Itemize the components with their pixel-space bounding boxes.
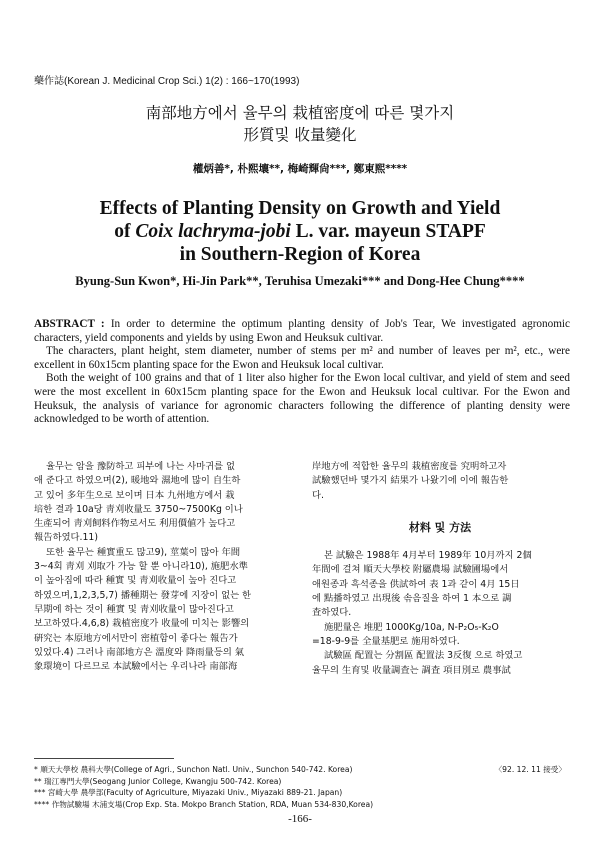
body-line: 報告하였다.11) [34,532,98,544]
body-line: 施肥量은 堆肥 1000Kg/10a, N-P₂O₅-K₂O [324,621,499,633]
abstract-label: ABSTRACT : [34,318,105,330]
body-line: 하였으며,1,2,3,5,7) 播種期는 發芽에 지장이 없는 한 [34,589,252,601]
abstract [34,318,570,427]
body-line: 다. [312,489,324,501]
body-line: 본 試驗은 1988年 4月부터 1989年 10月까지 2個 [324,550,532,562]
body-line: 애 준다고 하였으며(2), 暖地와 濕地에 많이 自生하 [34,475,241,487]
body-line: 율무는 암을 豫防하고 피부에 나는 사마귀를 없 [46,461,235,472]
body-line: 培한 결과 10a당 靑刈收量도 3750~7500Kg 이나 [34,503,243,515]
body-left-column [34,460,290,674]
abstract-paragraph-1: In order to determine the optimum planting density of Job's Tear, We investigated agronomic characters, yield components and yields by using Ewon and Heuksuk cultivar. [34,318,570,344]
footnote: **** 作物試驗場 木浦支場(Crop Exp. Sta. Mokpo Branch Station, RDA, Muan 534-830,Korea) [34,799,374,809]
body-right-column [312,460,568,678]
korean-title-line-2: 形質및 收量變化 [243,126,357,144]
abstract-paragraph-2: The characters, plant height, stem diameter, number of stems per m² and number of leaves per m², etc., were excellent in 60x15cm planting space for the Ewon and Heuksuk local cultivar. [34,345,570,371]
body-line: 試驗했던바 몇가지 結果가 나왔기에 이에 報告한 [312,475,509,487]
body-line: =18-9-9를 全量基肥로 施用하였다. [312,635,460,647]
affiliation-footnotes [34,764,570,810]
footnote: * 順天大學校 農科大學(College of Agri., Sunchon Natl. Univ., Sunchon 540-742. Korea) [34,765,353,774]
body-line: 早期에 하는 것이 種實 및 靑刈收量이 많아진다고 [34,603,234,615]
body-line: 岸地方에 적합한 율무의 栽植密度를 究明하고자 [312,461,507,472]
body-line: 율무의 生育및 收量調査는 調査 項目別로 農事試 [312,664,511,676]
footnote-divider [34,758,174,759]
body-line: 이 높아짐에 따라 種實 및 靑刈收量이 높아 진다고 [34,575,237,587]
page-number: -166- [288,813,312,825]
species-name: Coix lachryma-jobi [135,221,291,242]
abstract-paragraph-3: Both the weight of 100 grains and that of 1 liter also higher for the Ewon local cultivar, and yield of stem and seed were the most excellent in 60x15cm planting space for the Ewon and Heuksuk local cultivar. For the Ewon and Heuksuk, the analysis of variance for agronomic characters following the difference of planting density were acknowledged to be worth of attention. [34,372,570,426]
body-line: 生產되어 靑刈飼料作物로서도 利用價値가 높다고 [34,518,236,530]
body-line: 査하였다. [312,607,352,619]
body-line: 또한 율무는 種實重도 많고9), 莖葉이 많아 年間 [46,546,241,558]
english-title-line-2: of Coix lachryma-jobi L. var. mayeun STAPF [114,221,486,242]
body-line: 고 있어 多年生으로 보이며 日本 九州地方에서 栽 [34,489,235,501]
body-line: 애원종과 흑석종을 供試하여 表 1과 같이 4月 15日 [312,578,520,590]
received-date: 〈92. 12. 11 接受〉 [494,765,566,774]
korean-title-line-1: 南部地方에서 율무의 栽植密度에 따른 몇가지 [145,104,455,122]
body-line: 象環境이 다르므로 本試驗에서는 우리나라 南部海 [34,661,238,673]
body-line: 있었다.4) 그러나 南部地方은 溫度와 降雨量등의 氣 [34,646,245,658]
footnote: ** 瑞江專門大學(Seogang Junior College, Kwangju 500-742. Korea) [34,776,282,786]
body-line: 에 點播하였고 出現後 솎음질을 하여 1 本으로 調 [312,593,512,605]
body-line: 보고하였다.4,6,8) 栽植密度가 收量에 미치는 影響의 [34,618,250,630]
body-line: 年間에 걸쳐 順天大學校 附屬農場 試驗圃場에서 [312,564,509,576]
body-line: 硏究는 本原地方에서만이 密植함이 좋다는 報告가 [34,632,238,644]
journal-citation: 藥作誌(Korean J. Medicinal Crop Sci.) 1(2) : 166~170(1993) [34,76,300,87]
english-title-line-3: in Southern-Region of Korea [179,244,421,265]
body-line: 3~4회 靑刈 刈取가 가능 할 뿐 아니라10), 施肥水準 [34,561,248,573]
section-heading-materials-methods: 材料 및 方法 [408,520,472,534]
korean-authors: 權炳善*, 朴熙壤**, 梅崎輝尙***, 鄭東熙**** [192,163,408,175]
footnote: *** 宮崎大學 農學部(Faculty of Agriculture, Miyazaki Univ., Miyazaki 889-21. Japan) [34,788,343,797]
body-line: 試驗區 配置는 分割區 配置法 3反復 으로 하였고 [324,650,523,662]
english-title-line-1: Effects of Planting Density on Growth and Yield [99,198,501,219]
english-authors: Byung-Sun Kwon*, Hi-Jin Park**, Teruhisa Umezaki*** and Dong-Hee Chung**** [75,274,525,288]
